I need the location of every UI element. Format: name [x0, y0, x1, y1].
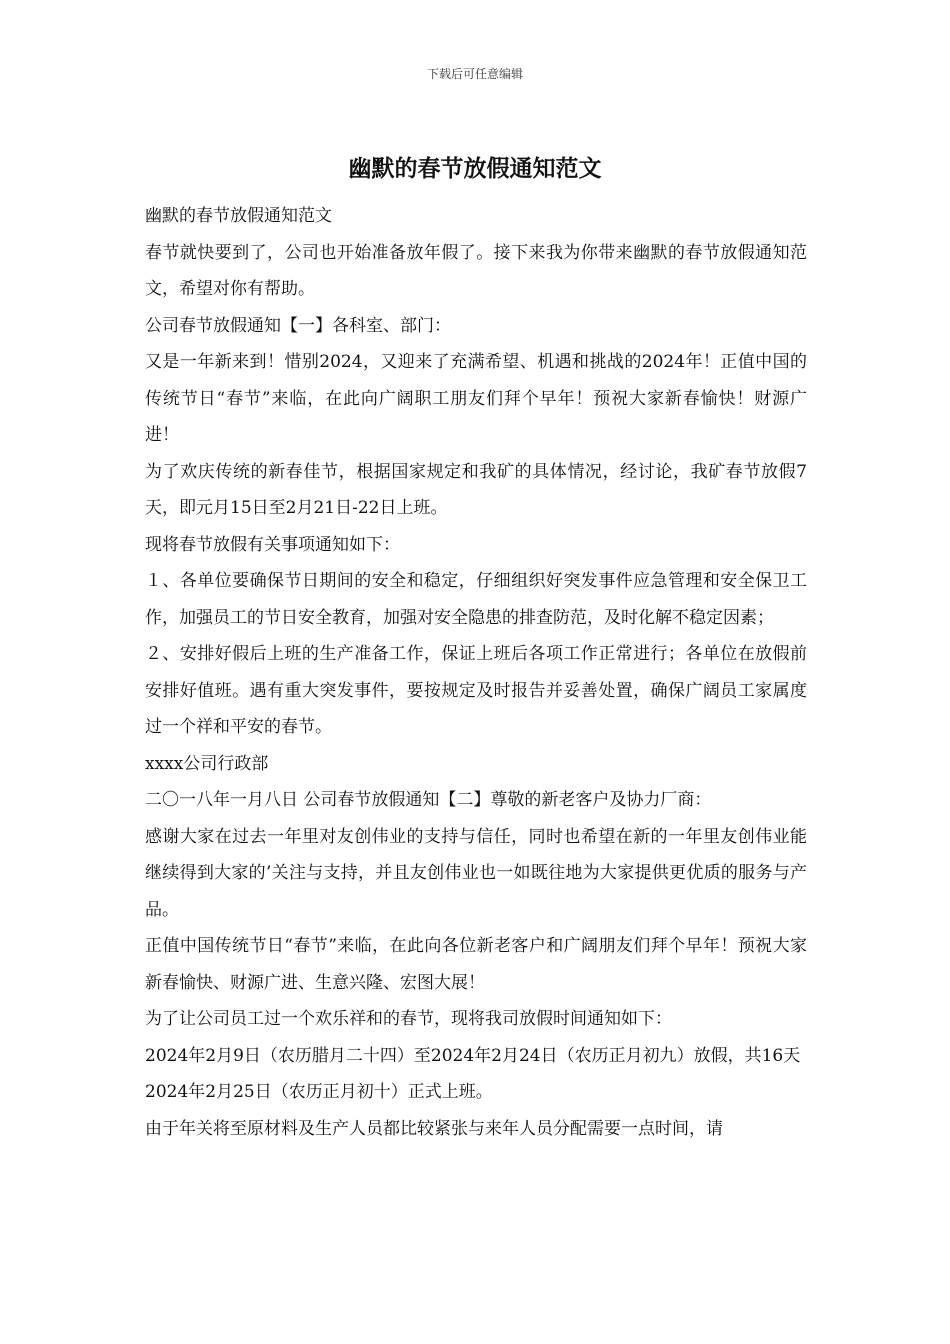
paragraph-subtitle: 幽默的春节放假通知范文: [145, 206, 332, 226]
paragraph-item-2: ２、安排好假后上班的生产准备工作，保证上班后各项工作正常进行；各单位在放假前安排好值班。遇有重大突发事件，要按规定及时报告并妥善处置，确保广阔员工家属度过一个祥和平安的春节。: [145, 644, 807, 737]
document-title: 幽默的春节放假通知范文: [348, 155, 602, 182]
paragraph-return-date: 2024年2月25日（农历正月初十）正式上班。: [145, 1082, 493, 1102]
paragraph-holiday-period: 为了欢庆传统的新春佳节，根据国家规定和我矿的具体情况，经讨论，我矿春节放假7天，即元月15日至2月21日-22日上班。: [145, 461, 807, 518]
paragraph-schedule-intro: 为了让公司员工过一个欢乐祥和的春节，现将我司放假时间通知如下：: [145, 1009, 672, 1029]
document-body: [145, 198, 807, 1147]
paragraph-signature-dept: xxxx公司行政部: [145, 753, 269, 774]
paragraph-date-and-notice-two: 二〇一八年一月八日 公司春节放假通知【二】尊敬的新老客户及协力厂商：: [145, 790, 712, 810]
paragraph-holiday-dates: 2024年2月9日（农历腊月二十四）至2024年2月24日（农历正月初九）放假，共16天: [145, 1045, 801, 1066]
paragraph-thanks: 感谢大家在过去一年里对友创伟业的支持与信任，同时也希望在新的一年里友创伟业能继续得到大家的’关注与支持，并且友创伟业也一如既往地为大家提供更优质的服务与产品。: [145, 826, 807, 920]
paragraph-closing: 由于年关将至原材料及生产人员都比较紧张与来年人员分配需要一点时间，请: [145, 1118, 723, 1139]
paragraph-notice-one-heading: 公司春节放假通知【一】各科室、部门：: [145, 315, 451, 336]
page-header-note: 下载后可任意编辑: [426, 67, 523, 81]
paragraph-new-year-greeting: 又是一年新来到！惜别2024，又迎来了充满希望、机遇和挑战的2024年！正值中国的传统节日“春节”来临，在此向广阔职工朋友们拜个早年！预祝大家新春愉快！财源广进！: [145, 352, 807, 445]
paragraph-festival-greeting: 正值中国传统节日“春节”来临，在此向各位新老客户和广阔朋友们拜个早年！预祝大家新春愉快、财源广进、生意兴隆、宏图大展！: [145, 936, 807, 993]
paragraph-intro: 春节就快要到了，公司也开始准备放年假了。接下来我为你带来幽默的春节放假通知范文，希望对你有帮助。: [145, 242, 807, 299]
paragraph-item-1: １、各单位要确保节日期间的安全和稳定，仔细组织好突发事件应急管理和安全保卫工作，加强员工的节日安全教育，加强对安全隐患的排查防范，及时化解不稳定因素；: [145, 571, 807, 628]
paragraph-matters-intro: 现将春节放假有关事项通知如下：: [145, 534, 400, 555]
